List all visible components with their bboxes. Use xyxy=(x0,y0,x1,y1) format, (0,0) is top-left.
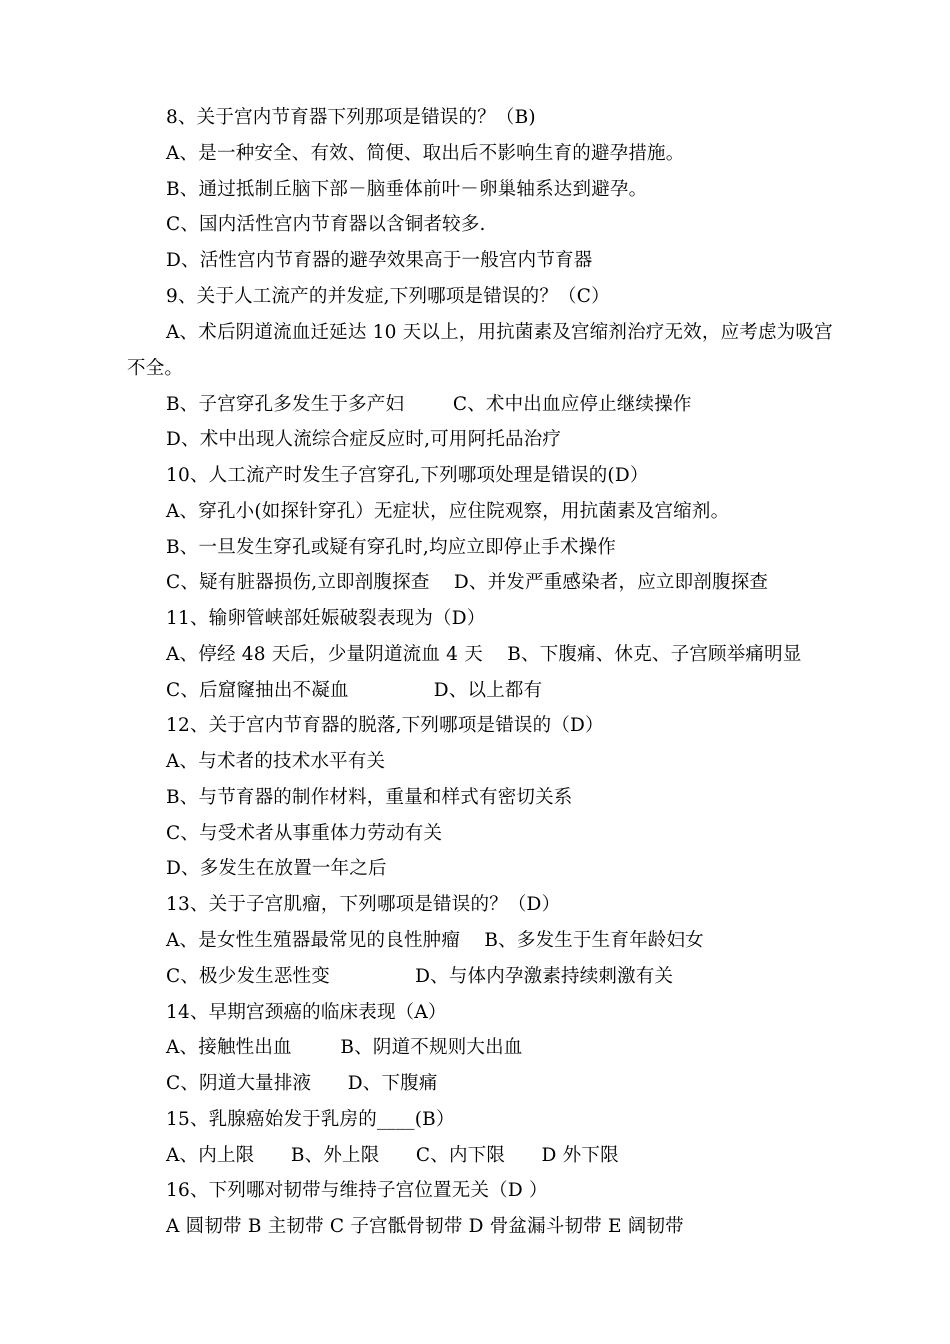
question-14-options-c-d: C、阴道大量排液 D、下腹痛 xyxy=(166,1073,438,1094)
question-11-stem: 11、输卵管峡部妊娠破裂表现为（D） xyxy=(166,608,486,629)
question-12-option-b: B、与节育器的制作材料，重量和样式有密切关系 xyxy=(166,787,573,808)
question-9-option-a-continued: 不全。 xyxy=(127,358,184,379)
question-16-options: A 圆韧带 B 主韧带 C 子宫骶骨韧带 D 骨盆漏斗韧带 E 阔韧带 xyxy=(166,1216,684,1237)
question-12-stem: 12、关于宫内节育器的脱落,下列哪项是错误的（D） xyxy=(166,715,604,736)
question-10-options-c-d: C、疑有脏器损伤,立即剖腹探查 D、并发严重感染者，应立即剖腹探查 xyxy=(166,572,769,593)
question-9-option-d: D、术中出现人流综合症反应时,可用阿托品治疗 xyxy=(166,429,562,450)
question-11-options-a-b: A、停经 48 天后，少量阴道流血 4 天 B、下腹痛、休克、子宫顾举痛明显 xyxy=(166,644,802,665)
question-12-option-a: A、与术者的技术水平有关 xyxy=(166,751,386,772)
question-12-option-d: D、多发生在放置一年之后 xyxy=(166,858,387,879)
question-8-option-c: C、国内活性宫内节育器以含铜者较多. xyxy=(166,214,486,235)
question-8-stem: 8、关于宫内节育器下列那项是错误的？（B) xyxy=(166,107,536,128)
question-13-options-a-b: A、是女性生殖器最常见的良性肿瘤 B、多发生于生育年龄妇女 xyxy=(166,930,704,951)
question-13-stem: 13、关于子宫肌瘤，下列哪项是错误的？（D） xyxy=(166,894,561,915)
question-12-option-c: C、与受术者从事重体力劳动有关 xyxy=(166,823,443,844)
question-9-options-b-c: B、子宫穿孔多发生于多产妇 C、术中出血应停止继续操作 xyxy=(166,394,692,415)
question-10-option-b: B、一旦发生穿孔或疑有穿孔时,均应立即停止手术操作 xyxy=(166,537,616,558)
question-10-stem: 10、人工流产时发生子宫穿孔,下列哪项处理是错误的(D） xyxy=(166,465,649,486)
question-16-stem: 16、下列哪对韧带与维持子宫位置无关（D ） xyxy=(166,1180,548,1201)
question-14-stem: 14、早期宫颈癌的临床表现（A） xyxy=(166,1002,447,1023)
question-15-stem: 15、乳腺癌始发于乳房的____(B） xyxy=(166,1109,455,1130)
question-15-options: A、内上限 B、外上限 C、内下限 D 外下限 xyxy=(166,1145,619,1166)
question-8-option-d: D、活性宫内节育器的避孕效果高于一般宫内节育器 xyxy=(166,250,593,271)
question-9-option-a: A、术后阴道流血迁延达 10 天以上，用抗菌素及宫缩剂治疗无效，应考虑为吸宫 xyxy=(166,322,833,343)
question-8-option-a: A、是一种安全、有效、简便、取出后不影响生育的避孕措施。 xyxy=(166,143,685,164)
question-9-stem: 9、关于人工流产的并发症,下列哪项是错误的？（C） xyxy=(166,286,610,307)
question-13-options-c-d: C、极少发生恶性变 D、与体内孕激素持续刺激有关 xyxy=(166,966,674,987)
question-14-options-a-b: A、接触性出血 B、阴道不规则大出血 xyxy=(166,1037,523,1058)
question-10-option-a: A、穿孔小(如探针穿孔）无症状，应住院观察，用抗菌素及宫缩剂。 xyxy=(166,501,730,522)
question-11-options-c-d: C、后窟窿抽出不凝血 D、以上都有 xyxy=(166,680,543,701)
question-8-option-b: B、通过抵制丘脑下部－脑垂体前叶－卵巢轴系达到避孕。 xyxy=(166,179,648,200)
